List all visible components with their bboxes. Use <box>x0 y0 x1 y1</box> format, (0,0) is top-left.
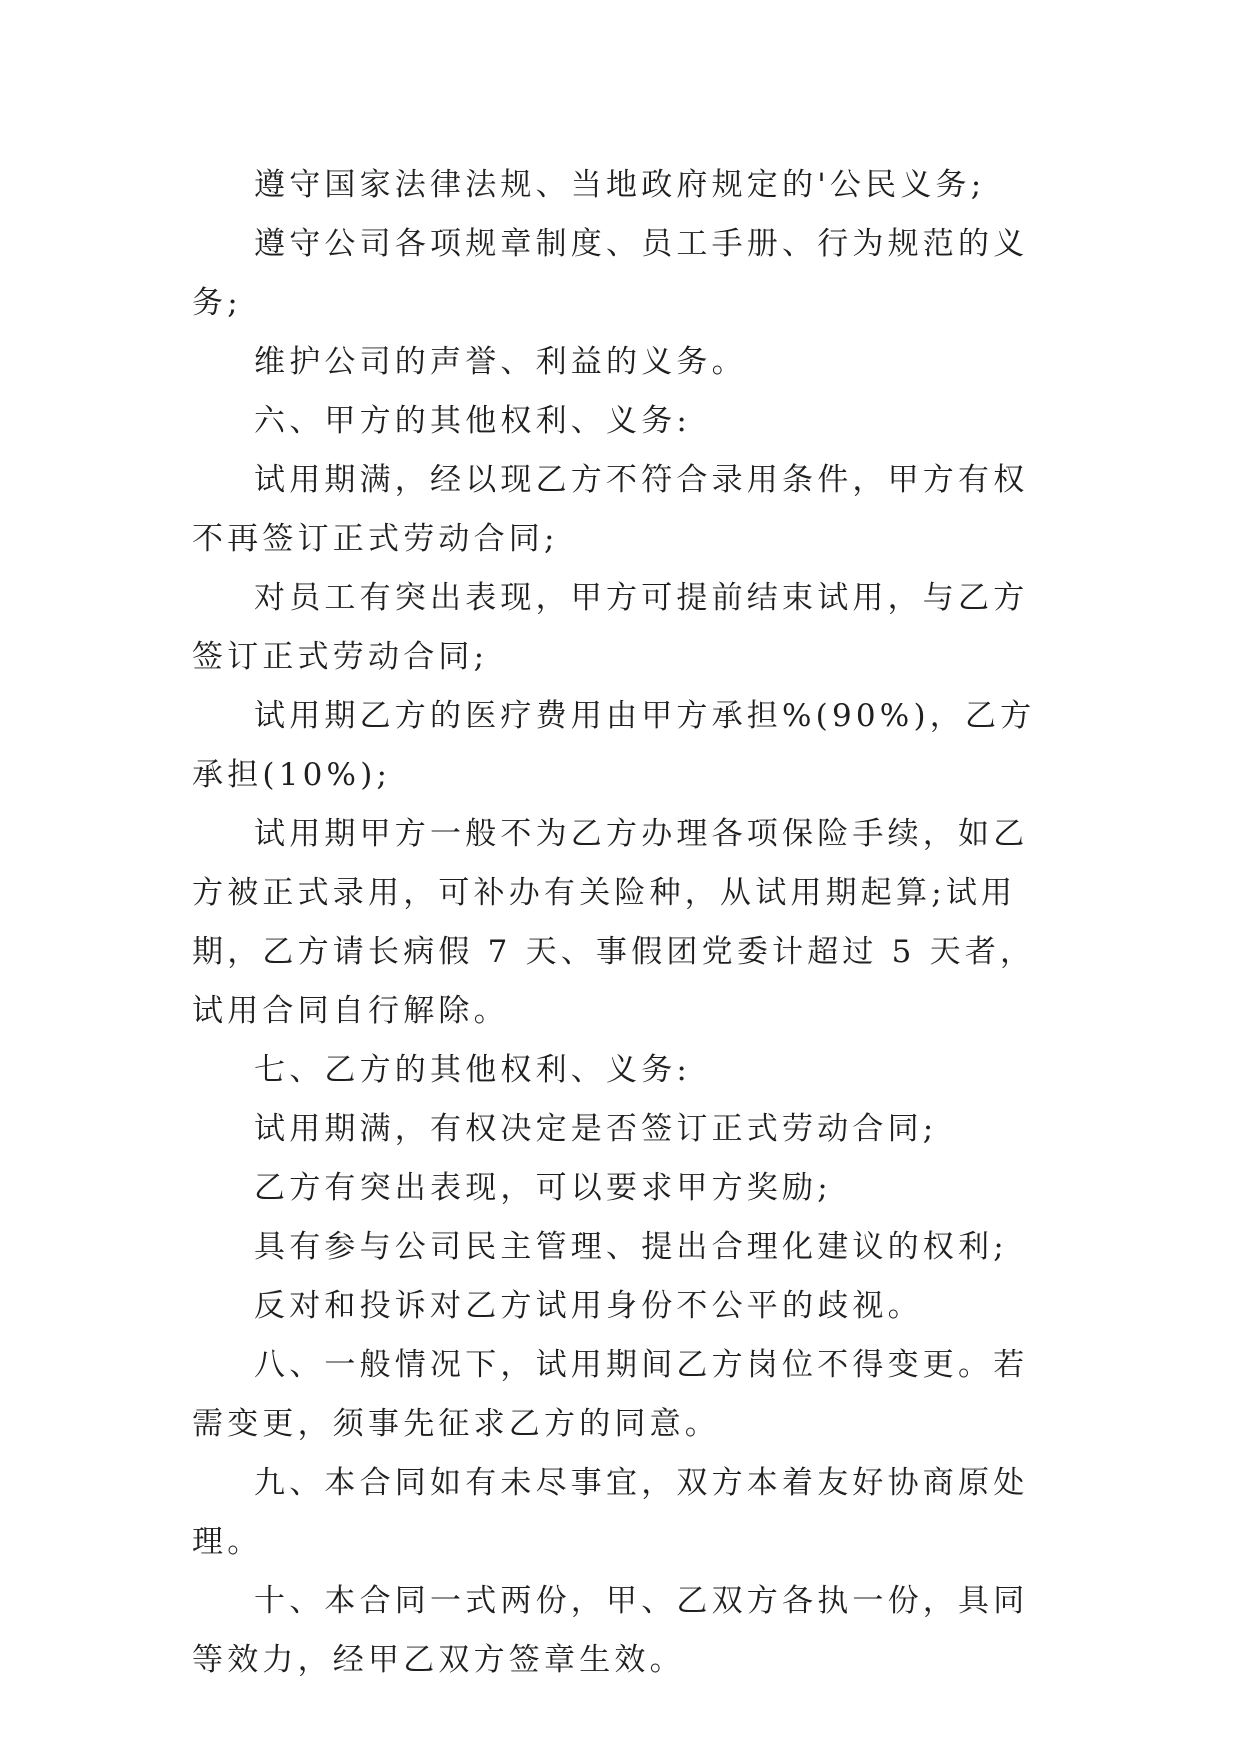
paragraph-early-end: 对员工有突出表现，甲方可提前结束试用，与乙方签订正式劳动合同; <box>192 580 1029 675</box>
paragraph-probation-end: 试用期满，经以现乙方不符合录用条件，甲方有权不再签订正式劳动合同; <box>192 462 1029 557</box>
paragraph-duty-reputation: 维护公司的声誉、利益的义务。 <box>254 344 747 380</box>
paragraph-duty-rules: 遵守公司各项规章制度、员工手册、行为规范的义务; <box>192 226 1029 321</box>
paragraph-right-reward: 乙方有突出表现，可以要求甲方奖励; <box>254 1170 832 1206</box>
paragraph-right-participate: 具有参与公司民主管理、提出合理化建议的权利; <box>254 1229 1008 1265</box>
paragraph-right-complain: 反对和投诉对乙方试用身份不公平的歧视。 <box>254 1288 923 1324</box>
section-6-heading: 六、甲方的其他权利、义务: <box>254 403 692 439</box>
section-9: 九、本合同如有未尽事宜，双方本着友好协商原处理。 <box>192 1465 1029 1560</box>
section-8: 八、一般情况下，试用期间乙方岗位不得变更。若需变更，须事先征求乙方的同意。 <box>192 1347 1029 1442</box>
contract-body <box>192 156 1058 1690</box>
section-10: 十、本合同一式两份，甲、乙双方各执一份，具同等效力，经甲乙双方签章生效。 <box>192 1583 1029 1678</box>
paragraph-insurance: 试用期甲方一般不为乙方办理各项保险手续，如乙方被正式录用，可补办有关险种，从试用期起算;试用期，乙方请长病假 7 天、事假团党委计超过 5 天者，试用合同自行解除。 <box>192 816 1036 1029</box>
paragraph-duty-law: 遵守国家法律法规、当地政府规定的'公民义务; <box>254 167 986 203</box>
section-7-heading: 七、乙方的其他权利、义务: <box>254 1052 692 1088</box>
paragraph-right-decide: 试用期满，有权决定是否签订正式劳动合同; <box>254 1111 938 1147</box>
paragraph-medical-cost: 试用期乙方的医疗费用由甲方承担%(90%)，乙方承担(10%); <box>192 698 1036 793</box>
